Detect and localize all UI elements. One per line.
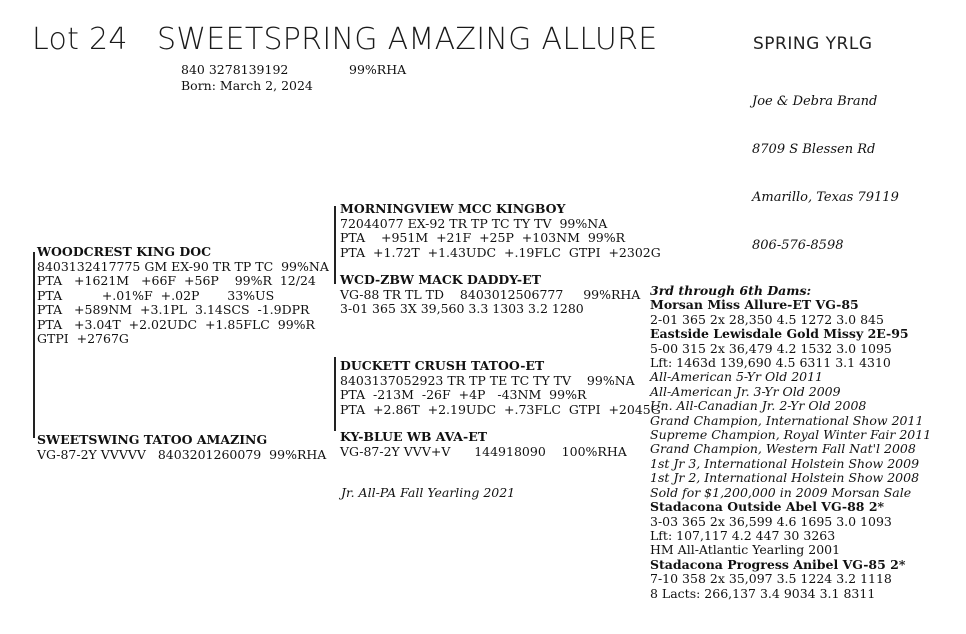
dam-ancestor-name: Stadacona Outside Abel VG-88 2* <box>650 499 885 515</box>
dam-ancestor-name: Eastside Lewisdale Gold Missy 2E-95 <box>650 326 909 342</box>
dam-ancestor-record: 8 Lacts: 266,137 3.4 9034 3.1 8311 <box>650 585 876 601</box>
extended-dams <box>650 284 931 601</box>
sire-block <box>37 245 329 347</box>
dam-ancestor-record: Lft: 1463d 139,690 4.5 6311 3.1 4310 <box>650 355 891 371</box>
dam-ancestor-award: Grand Champion, International Show 2011 <box>650 412 924 428</box>
dam-ancestor-name: Morsan Miss Allure-ET VG-85 <box>650 297 859 313</box>
sire-sire-block <box>340 202 661 260</box>
dam-ancestor-award: All-American 5-Yr Old 2011 <box>650 369 824 385</box>
owner-name: Joe & Debra Brand <box>752 94 878 109</box>
owner-phone: 806-576-8598 <box>752 238 844 253</box>
lot-number: Lot 24 <box>32 22 128 57</box>
birth-date: Born: March 2, 2024 <box>181 78 313 93</box>
owner-city: Amarillo, Texas 79119 <box>752 190 899 205</box>
dam-dam-name: KY-BLUE WB AVA-ET <box>340 429 488 444</box>
dam-ancestor-name: Stadacona Progress Anibel VG-85 2* <box>650 556 906 572</box>
dam-ancestor-award: 1st Jr 2, International Holstein Show 2008 <box>650 470 920 486</box>
dam-ancestor-award: Sold for $1,200,000 in 2009 Morsan Sale <box>650 484 912 500</box>
dam-name: SWEETSWING TATOO AMAZING <box>37 432 268 447</box>
dam-sire-name: DUCKETT CRUSH TATOO-ET <box>340 358 545 373</box>
pedigree-line-left <box>33 252 35 438</box>
sire-sire-name: MORNINGVIEW MCC KINGBOY <box>340 201 566 216</box>
dam-ancestor-record: 3-03 365 2x 36,599 4.6 1695 3.0 1093 <box>650 513 892 529</box>
dam-ancestor-award: Supreme Champion, Royal Winter Fair 2011 <box>650 427 932 443</box>
dam-sire-line: 8403137052923 TR TP TE TC TY TV 99%NA <box>340 372 635 388</box>
sire-line: GTPI +2767G <box>37 331 129 346</box>
sire-dam-line: VG-88 TR TL TD 8403012506777 99%RHA <box>340 286 641 302</box>
sire-name: WOODCREST KING DOC <box>37 244 212 259</box>
dam-ancestor-record: HM All-Atlantic Yearling 2001 <box>650 542 841 558</box>
sire-line: PTA +3.04T +2.02UDC +1.85FLC 99%R <box>37 316 315 332</box>
dam-sire-line: PTA +2.86T +2.19UDC +.73FLC GTPI +2045G <box>340 401 661 417</box>
dams-heading: 3rd through 6th Dams: <box>650 283 812 298</box>
dam-ancestor-award: Grand Champion, Western Fall Nat'l 2008 <box>650 441 916 457</box>
owner-block <box>752 62 899 270</box>
sire-line: PTA +1621M +66F +56P 99%R 12/24 <box>37 273 316 288</box>
sire-dam-line: 3-01 365 3X 39,560 3.3 1303 3.2 1280 <box>340 301 584 316</box>
pedigree-line-sire <box>334 206 336 284</box>
dam-ancestor-record: 2-01 365 2x 28,350 4.5 1272 3.0 845 <box>650 311 884 327</box>
owner-address: 8709 S Blessen Rd <box>752 142 876 157</box>
sire-sire-line: PTA +951M +21F +25P +103NM 99%R <box>340 230 626 245</box>
dam-ancestor-record: 7-10 358 2x 35,097 3.5 1224 3.2 1118 <box>650 571 892 587</box>
dam-ancestor-record: Lft: 107,117 4.2 447 30 3263 <box>650 527 836 543</box>
animal-name: SWEETSPRING AMAZING ALLURE <box>157 22 658 57</box>
dam-dam-award: Jr. All-PA Fall Yearling 2021 <box>341 485 516 500</box>
sire-dam-name: WCD-ZBW MACK DADDY-ET <box>340 272 541 287</box>
sire-line: PTA +.01%F +.02P 33%US <box>37 287 275 303</box>
dam-ancestor-award: All-American Jr. 3-Yr Old 2009 <box>650 383 841 399</box>
class-label: SPRING YRLG <box>753 34 873 54</box>
dam-line: VG-87-2Y VVVVV 8403201260079 99%RHA <box>37 446 327 462</box>
sire-sire-line: 72044077 EX-92 TR TP TC TY TV 99%NA <box>340 215 608 231</box>
sire-line: PTA +589NM +3.1PL 3.14SCS -1.9DPR <box>37 302 310 317</box>
pedigree-line-dam <box>334 357 336 431</box>
dam-ancestor-award: Un. All-Canadian Jr. 2-Yr Old 2008 <box>650 398 867 414</box>
rha-percent: 99%RHA <box>349 62 407 77</box>
dam-dam-line: VG-87-2Y VVV+V 144918090 100%RHA <box>340 443 627 459</box>
dam-block <box>37 433 326 462</box>
sire-line: 8403132417775 GM EX-90 TR TP TC 99%NA <box>37 258 329 274</box>
dam-sire-block <box>340 359 661 417</box>
registration-number: 840 3278139192 <box>181 62 289 77</box>
dam-dam-block <box>340 430 627 459</box>
dam-ancestor-record: 5-00 315 2x 36,479 4.2 1532 3.0 1095 <box>650 340 892 356</box>
sire-sire-line: PTA +1.72T +1.43UDC +.19FLC GTPI +2302G <box>340 244 661 260</box>
dam-sire-line: PTA -213M -26F +4P -43NM 99%R <box>340 387 587 402</box>
dam-ancestor-award: 1st Jr 3, International Holstein Show 2009 <box>650 455 920 471</box>
sire-dam-block <box>340 273 640 317</box>
